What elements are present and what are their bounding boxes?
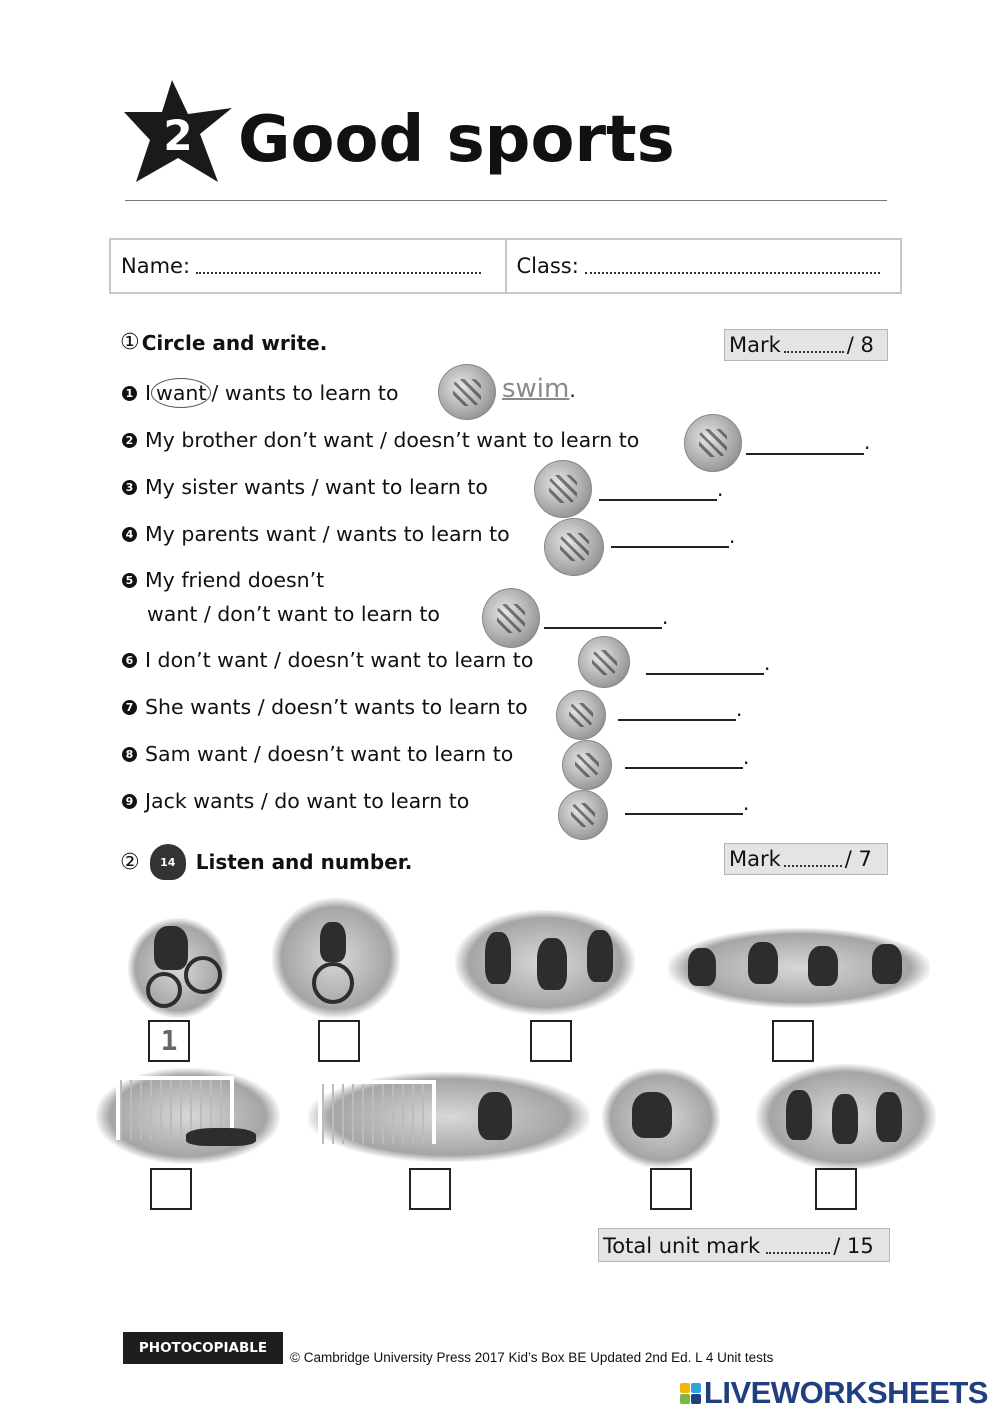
class-field[interactable]	[505, 240, 901, 292]
total-mark-box	[598, 1228, 890, 1262]
period: .	[736, 697, 743, 721]
item-9-picture	[558, 790, 608, 840]
total-value: / 15	[833, 1234, 874, 1258]
item-text[interactable]: My friend doesn’t	[145, 568, 325, 592]
item-text[interactable]: My brother don’t want / doesn’t want to learn to	[145, 428, 640, 452]
answer-box-5[interactable]	[150, 1168, 192, 1210]
swimming-picture	[438, 364, 496, 420]
exercise1-mark-box	[724, 329, 888, 361]
exercise-item-1	[122, 378, 399, 408]
unit-star-icon	[122, 78, 234, 186]
mark-dotted-line[interactable]	[784, 861, 842, 867]
mark-dotted-line[interactable]	[784, 347, 844, 353]
exercise1-number: ①	[120, 330, 140, 355]
exercise1-heading	[120, 330, 327, 355]
item-2-picture	[684, 414, 742, 472]
track-number: 14	[160, 855, 176, 869]
name-dotted-line	[196, 258, 481, 274]
answer-field-1[interactable]: swim.	[502, 374, 576, 404]
item-bullet: 8	[122, 747, 137, 762]
item-text[interactable]: She wants / doesn’t wants to learn to	[145, 695, 528, 719]
copyright-text: © Cambridge University Press 2017 Kid’s Box BE Updated 2nd Ed. L 4 Unit tests	[290, 1350, 774, 1365]
period: .	[743, 791, 750, 815]
unit-number: 2	[163, 111, 193, 160]
item-8-picture	[562, 740, 612, 790]
name-class-box	[109, 238, 902, 294]
answer-text: swim	[502, 374, 570, 404]
answer-blank-3[interactable]	[599, 499, 717, 501]
scene-sitting-watching	[602, 1068, 720, 1168]
item-text[interactable]: My sister wants / want to learn to	[145, 475, 488, 499]
exercise-item-3	[122, 475, 488, 499]
exercise-item-5	[122, 568, 324, 592]
item-5-picture	[482, 588, 540, 648]
name-label: Name:	[121, 254, 191, 278]
title-divider	[125, 200, 887, 201]
item-text-rest: / wants to learn to	[211, 381, 399, 405]
exercise2-number: ②	[120, 849, 140, 875]
audio-track-icon[interactable]	[150, 844, 186, 880]
mark-label: Mark	[729, 847, 781, 871]
answer-box-2[interactable]	[318, 1020, 360, 1062]
item-text[interactable]: want / don’t want to learn to	[147, 602, 440, 626]
period: .	[743, 745, 750, 769]
exercise-item-5-line2[interactable]	[147, 602, 440, 626]
circled-word[interactable]: want	[151, 378, 211, 408]
mark-total: / 7	[844, 847, 872, 871]
item-6-picture	[578, 636, 630, 688]
item-3-picture	[534, 460, 592, 518]
item-text[interactable]: I don’t want / doesn’t want to learn to	[145, 648, 534, 672]
name-field[interactable]	[111, 240, 505, 292]
answer-blank-5[interactable]	[544, 627, 662, 629]
period: .	[662, 605, 669, 629]
item-bullet: 4	[122, 527, 137, 542]
item-bullet: 6	[122, 653, 137, 668]
total-dotted-line[interactable]	[766, 1248, 830, 1254]
scene-goalkeeper-dive	[96, 1068, 280, 1164]
item-text[interactable]: Sam want / doesn’t want to learn to	[145, 742, 514, 766]
scene-running	[455, 910, 635, 1015]
exercise-item-2	[122, 428, 639, 452]
exercise-item-4	[122, 522, 510, 546]
answer-blank-7[interactable]	[618, 719, 736, 721]
item-text[interactable]: My parents want / wants to learn to	[145, 522, 510, 546]
scene-mountain-biking	[128, 918, 228, 1018]
answer-box-7[interactable]	[650, 1168, 692, 1210]
item-4-picture	[544, 518, 604, 576]
logo-text: LIVEWORKSHEETS	[703, 1375, 988, 1410]
exercise-item-7	[122, 695, 528, 719]
item-bullet: 9	[122, 794, 137, 809]
item-bullet: 3	[122, 480, 137, 495]
liveworksheets-icon	[680, 1383, 701, 1404]
mark-total: / 8	[846, 333, 874, 357]
period: .	[717, 477, 724, 501]
answer-box-8[interactable]	[815, 1168, 857, 1210]
item-text: I	[145, 381, 152, 405]
page-title: Good sports	[238, 103, 675, 177]
period: .	[764, 651, 771, 675]
exercise1-title: Circle and write.	[141, 330, 328, 355]
answer-box-3[interactable]	[530, 1020, 572, 1062]
class-dotted-line	[585, 258, 880, 274]
answer-blank-6[interactable]	[646, 673, 764, 675]
mark-label: Mark	[729, 333, 781, 357]
exercise-item-8	[122, 742, 513, 766]
scene-football-kick	[308, 1072, 590, 1162]
exercise2-title: Listen and number.	[195, 850, 413, 874]
item-bullet: 1	[122, 386, 137, 401]
answer-blank-9[interactable]	[625, 813, 743, 815]
item-bullet: 5	[122, 573, 137, 588]
liveworksheets-logo[interactable]	[680, 1375, 988, 1411]
answer-blank-8[interactable]	[625, 767, 743, 769]
exercise-item-6	[122, 648, 533, 672]
photocopiable-badge: PHOTOCOPIABLE	[123, 1332, 283, 1364]
scene-race-finish	[756, 1064, 936, 1170]
exercise2-mark-box	[724, 843, 888, 875]
answer-box-1[interactable]: 1	[148, 1020, 190, 1062]
item-bullet: 2	[122, 433, 137, 448]
item-bullet: 7	[122, 700, 137, 715]
period: .	[864, 430, 871, 454]
class-label: Class:	[516, 254, 579, 278]
period: .	[729, 524, 736, 548]
answer-blank-2[interactable]	[746, 453, 864, 455]
item-text[interactable]: Jack wants / do want to learn to	[145, 789, 470, 813]
exercise-item-9	[122, 789, 469, 813]
item-7-picture	[556, 690, 606, 740]
answer-box-4[interactable]	[772, 1020, 814, 1062]
answer-blank-4[interactable]	[611, 546, 729, 548]
answer-box-6[interactable]	[409, 1168, 451, 1210]
exercise2-heading	[120, 844, 412, 880]
total-label: Total unit mark	[603, 1234, 761, 1258]
scene-cheering-crowd	[668, 928, 930, 1008]
scene-cycling	[272, 898, 400, 1018]
